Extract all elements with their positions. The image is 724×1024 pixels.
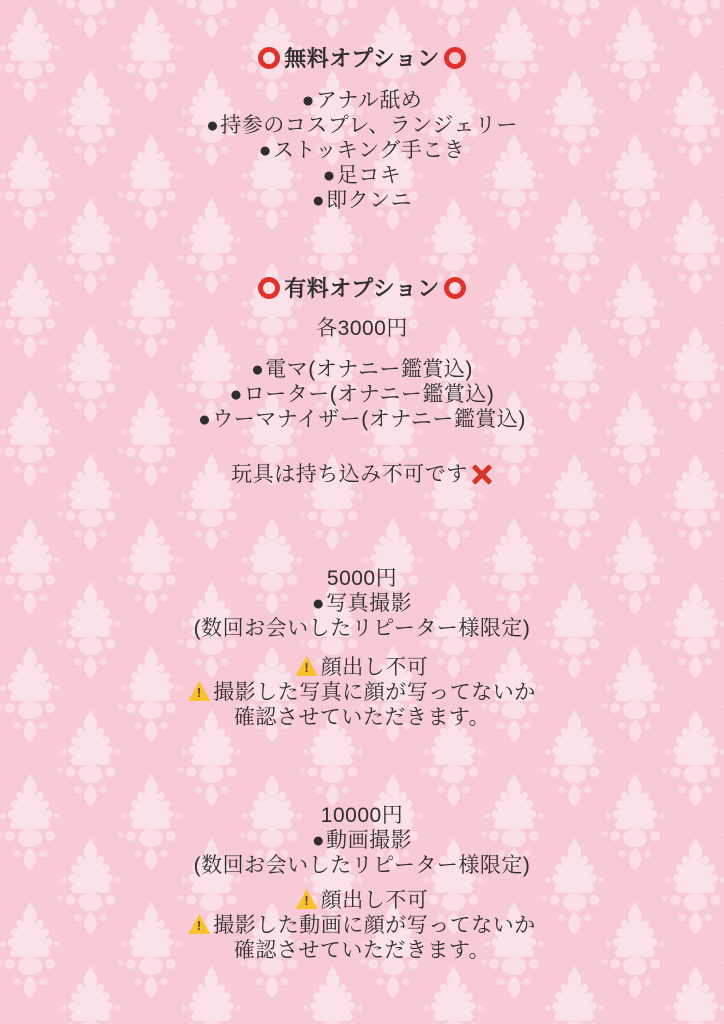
bullet-icon: ● [258,139,272,162]
bullet-icon: ● [206,114,220,137]
red-circle-icon [258,47,280,69]
warning-line [0,913,724,938]
warning-text: 確認させていただきます。 [233,939,491,962]
option-label: アナル舐め [315,89,423,112]
option-label: 電マ(オナニー鑑賞込) [265,358,473,381]
warning-icon: ! [188,681,210,701]
paid-options-title-text: 有料オプション [284,276,440,301]
list-item [0,88,724,113]
warning-line [0,655,724,680]
list-item [0,138,724,163]
video-label-line [0,828,724,853]
photo-condition: (数回お会いしたリピーター様限定) [193,617,531,640]
video-price: 10000円 [320,804,404,827]
video-label: 動画撮影 [326,829,413,852]
warning-icon: ! [296,656,318,676]
bullet-icon: ● [311,592,326,615]
video-condition: (数回お会いしたリピーター様限定) [193,854,531,877]
red-circle-icon [258,277,280,299]
warning-text: 顔出し不可 [320,656,429,679]
option-label: 即クンニ [326,189,413,212]
red-circle-icon [444,47,466,69]
paid-options-section [0,276,724,487]
warning-line [0,680,724,705]
list-item [0,357,724,382]
free-options-title-text: 無料オプション [284,46,440,71]
cross-mark-icon [471,463,493,485]
option-label: ローター(オナニー鑑賞込) [243,383,495,406]
option-label: ウーマナイザー(オナニー鑑賞込) [212,408,526,431]
option-label: 持参のコスプレ、ランジェリー [220,114,518,137]
photo-warnings [0,655,724,730]
warning-line [0,705,724,730]
list-item [0,382,724,407]
photo-label: 写真撮影 [326,592,413,615]
paid-options-list [0,357,724,432]
bullet-icon: ● [301,89,315,112]
option-label: ストッキング手こき [272,139,466,162]
warning-icon: ! [188,914,210,934]
bullet-icon: ● [311,189,326,212]
option-label: 足コキ [336,164,402,187]
list-item [0,113,724,138]
photo-option-section [0,566,724,730]
free-options-list [0,88,724,213]
free-options-section [0,46,724,213]
bullet-icon: ● [251,358,265,381]
toy-restriction-text: 玩具は持ち込み不可です [231,463,468,486]
photo-price: 5000円 [326,567,398,590]
bullet-icon: ● [322,164,336,187]
warning-icon: ! [296,889,318,909]
photo-label-line [0,591,724,616]
red-circle-icon [444,277,466,299]
warning-line [0,888,724,913]
paid-options-title [0,276,724,302]
paid-options-price: 各3000円 [316,317,408,340]
warning-text: 顔出し不可 [320,889,429,912]
warning-text: 確認させていただきます。 [233,706,491,729]
list-item [0,407,724,432]
toy-restriction-note [0,462,724,487]
bullet-icon: ● [198,408,212,431]
warning-line [0,938,724,963]
video-option-section [0,803,724,963]
list-item [0,188,724,213]
free-options-title [0,46,724,72]
bullet-icon: ● [311,829,326,852]
video-warnings [0,888,724,963]
bullet-icon: ● [229,383,243,406]
list-item [0,163,724,188]
warning-text: 撮影した写真に顔が写ってないか [213,681,536,704]
warning-text: 撮影した動画に顔が写ってないか [213,914,536,937]
